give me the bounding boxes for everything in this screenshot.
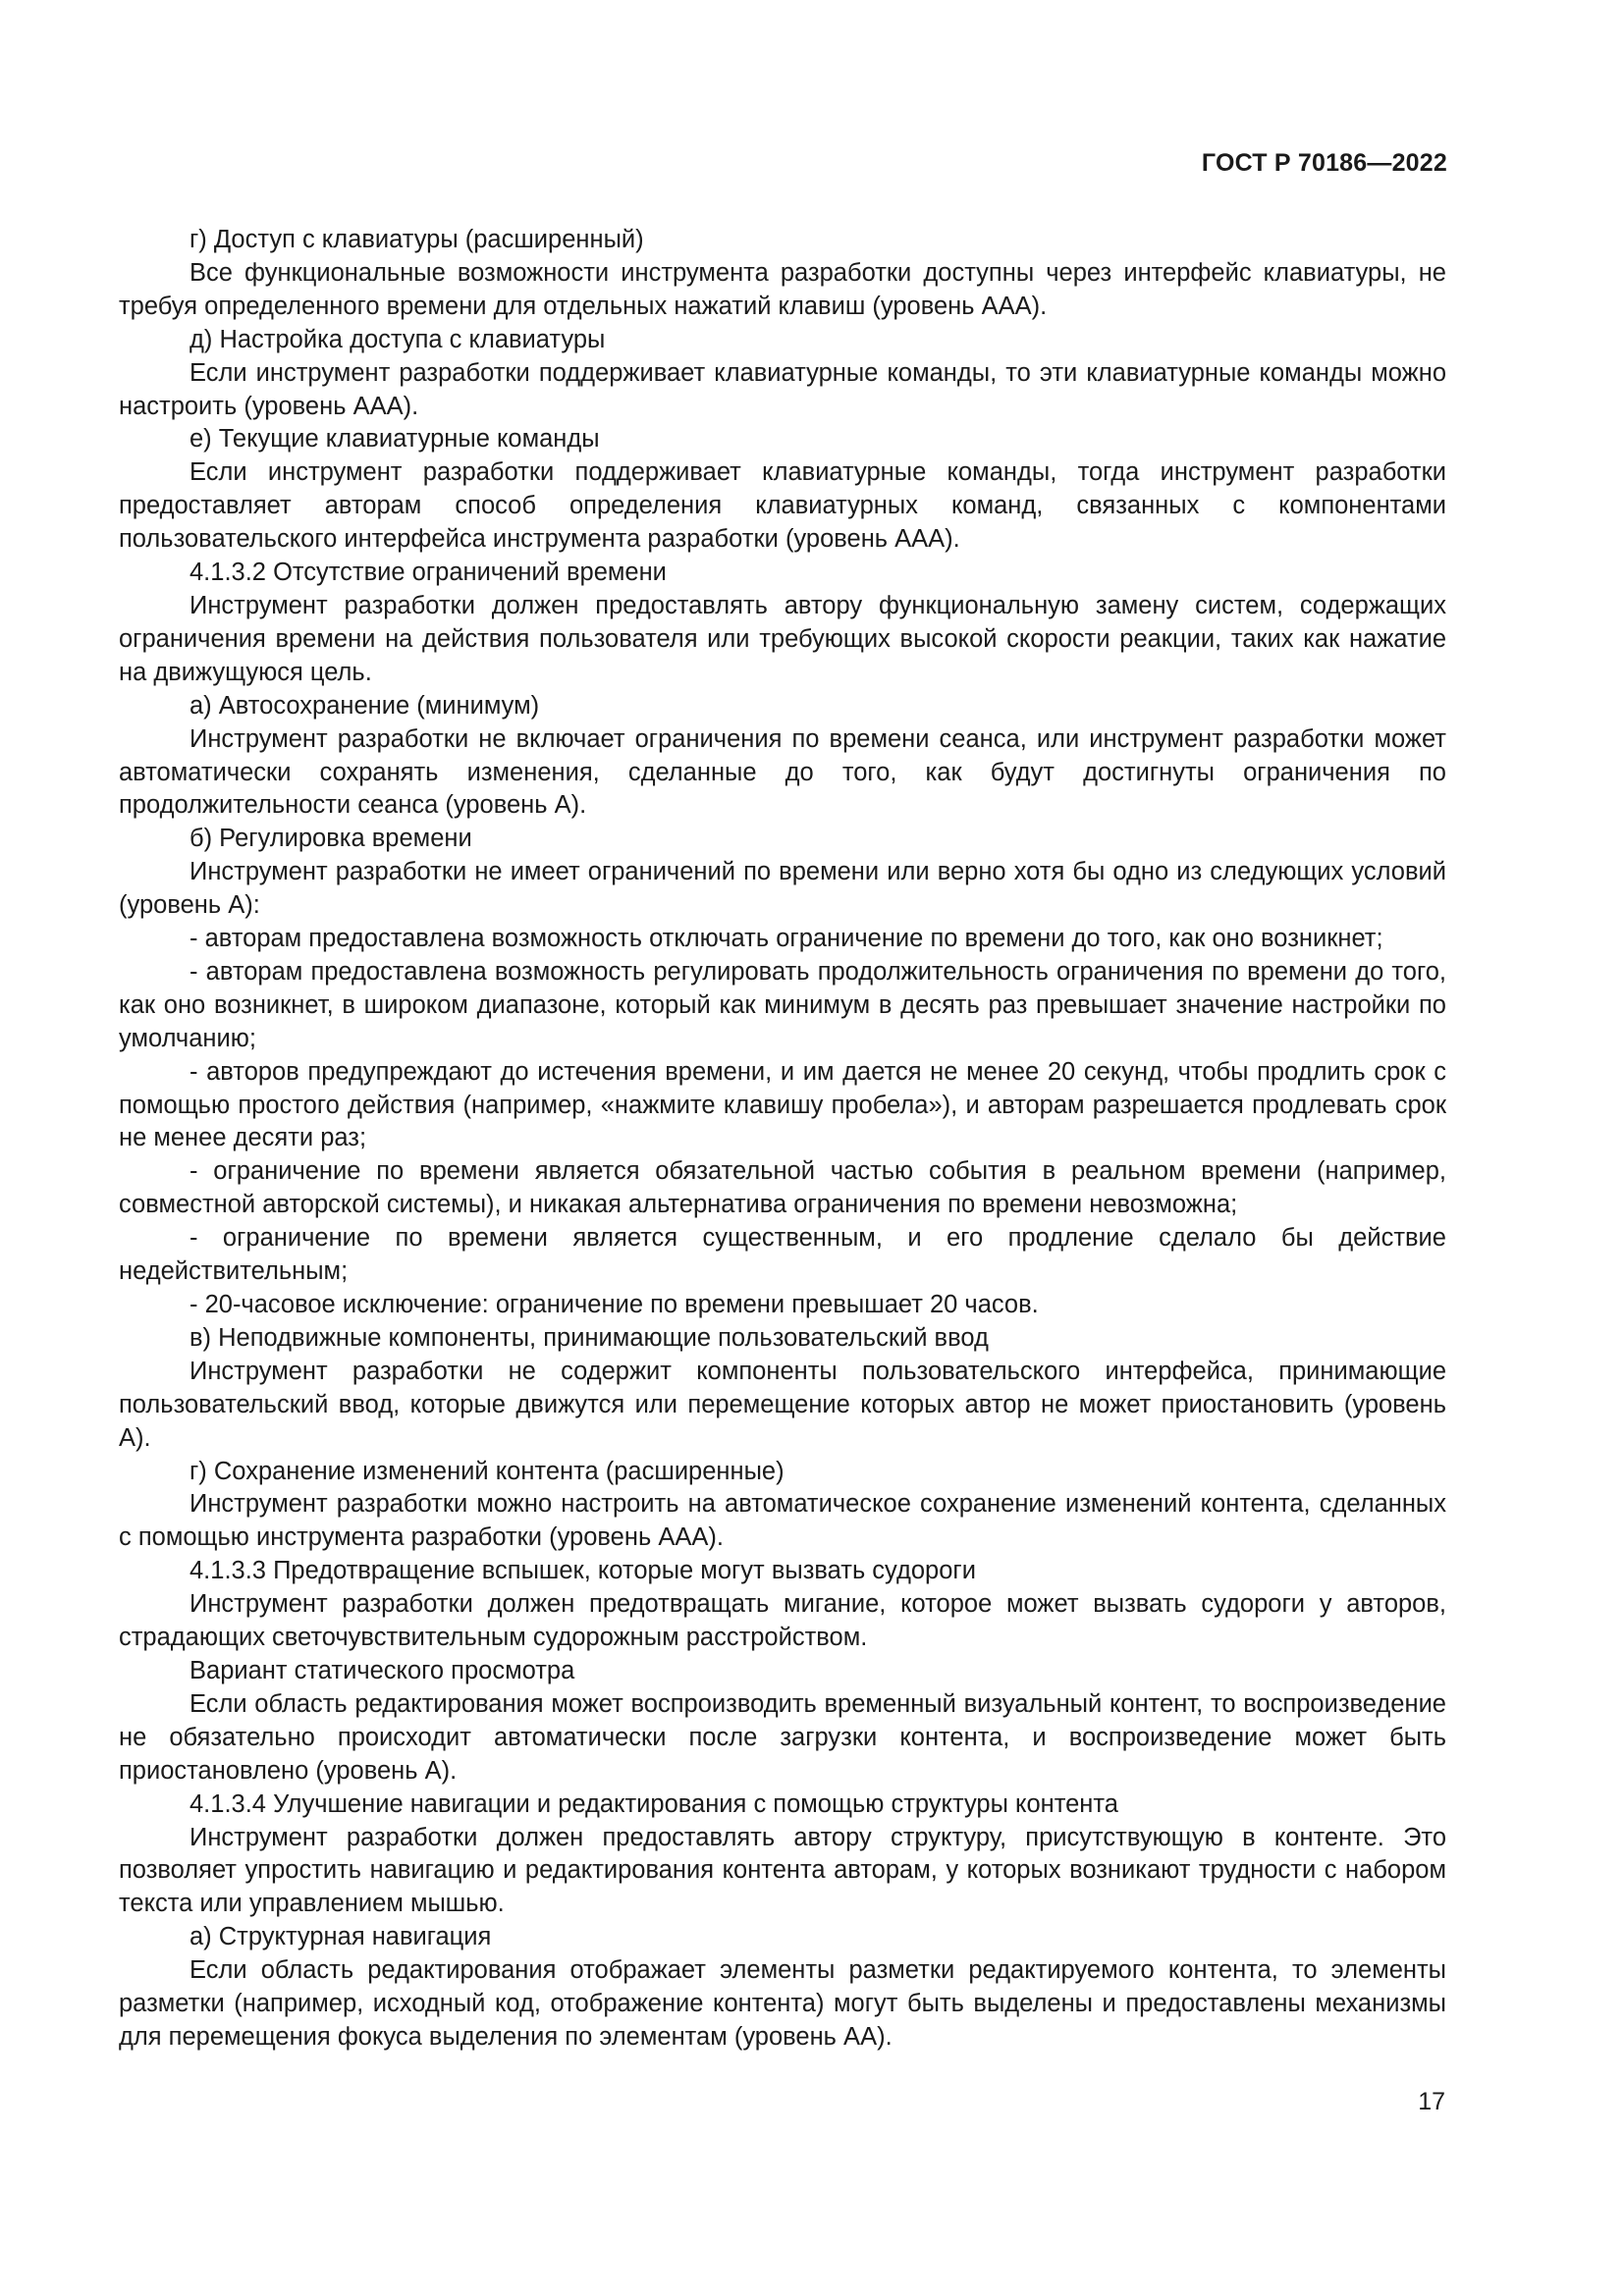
list-item: - авторам предоставлена возможность регулировать продолжительность ограничения по времени до того, как оно возникнет, в широком диапазоне, который как минимум в десять раз превышает значение настройки по умолчанию; — [119, 957, 1446, 1052]
list-item: - ограничение по времени является обязательной частью события в реальном времени (например, совместной авторской системы), и никакая альтернатива ограничения по времени невозможна; — [119, 1157, 1446, 1219]
item-a2-heading: а) Структурная навигация — [189, 1923, 492, 1951]
item-v-heading: в) Неподвижные компоненты, принимающие пользовательский ввод — [189, 1323, 989, 1352]
list-item: - ограничение по времени является существенным, и его продление сделало бы действие недействительным; — [119, 1224, 1446, 1286]
paragraph: Инструмент разработки должен предоставлять автору функциональную замену систем, содержащих ограничения времени на действия пользователя или требующих высокой скорости реакции, таких как нажатие на движущуюся цель. — [119, 591, 1446, 686]
paragraph: Если область редактирования может воспроизводить временный визуальный контент, то воспроизведение не обязательно происходит автоматически после загрузки контента, и воспроизведение может быть приостановлено (уровень А). — [119, 1689, 1446, 1785]
section-4-1-3-4-heading: 4.1.3.4 Улучшение навигации и редактирования с помощью структуры контента — [189, 1789, 1118, 1818]
subheading-static-view: Вариант статического просмотра — [189, 1656, 575, 1684]
paragraph: Если инструмент разработки поддерживает клавиатурные команды, тогда инструмент разработки предоставляет авторам способ определения клавиатурных команд, связанных с компонентами пользовательского интерфейса инструмента разработки (уровень ААА). — [119, 458, 1446, 554]
paragraph: Инструмент разработки не включает ограничения по времени сеанса, или инструмент разработки может автоматически сохранять изменения, сделанные до того, как будут достигнуты ограничения по продолжительности сеанса (уровень А). — [119, 724, 1446, 820]
list-item: - авторам предоставлена возможность отключать ограничение по времени до того, как оно возникнет; — [189, 925, 1383, 953]
paragraph: Инструмент разработки не содержит компоненты пользовательского интерфейса, принимающие пользовательский ввод, которые движутся или перемещение которых автор не может приостановить (уровень А). — [119, 1357, 1446, 1452]
paragraph: Инструмент разработки не имеет ограничений по времени или верно хотя бы одно из следующих условий (уровень А): — [119, 858, 1446, 920]
item-g2-heading: г) Сохранение изменений контента (расширенные) — [189, 1457, 785, 1485]
item-g-heading: г) Доступ с клавиатуры (расширенный) — [189, 226, 644, 253]
item-b-heading: б) Регулировка времени — [189, 825, 472, 853]
paragraph: Если область редактирования отображает элементы разметки редактируемого контента, то элементы разметки (например, исходный код, отображение контента) могут быть выделены и предоставлены механизмы для перемещения фокуса выделения по элементам (уровень АА). — [119, 1956, 1446, 2051]
paragraph: Инструмент разработки можно настроить на автоматическое сохранение изменений контента, сделанных с помощью инструмента разработки (уровень ААА). — [119, 1490, 1446, 1552]
item-e-heading: е) Текущие клавиатурные команды — [189, 425, 600, 454]
item-a-heading: а) Автосохранение (минимум) — [189, 691, 540, 720]
paragraph: Если инструмент разработки поддерживает клавиатурные команды, то эти клавиатурные команды можно настроить (уровень ААА). — [119, 358, 1446, 420]
paragraph: Инструмент разработки должен предотвращать мигание, которое может вызвать судороги у авторов, страдающих светочувствительным судорожным расстройством. — [119, 1590, 1446, 1652]
paragraph: Все функциональные возможности инструмента разработки доступны через интерфейс клавиатуры, не требуя определенного времени для отдельных нажатий клавиш (уровень ААА). — [119, 258, 1446, 320]
section-4-1-3-2-heading: 4.1.3.2 Отсутствие ограничений времени — [189, 559, 667, 587]
item-d-heading: д) Настройка доступа с клавиатуры — [189, 325, 606, 353]
list-item: - 20-часовое исключение: ограничение по времени превышает 20 часов. — [189, 1291, 1039, 1318]
document-body — [119, 224, 1446, 2055]
paragraph: Инструмент разработки должен предоставлять автору структуру, присутствующую в контенте. Это позволяет упростить навигацию и редактирования контента авторам, у которых возникают трудности с набором текста или управлением мышью. — [119, 1823, 1446, 1918]
page-number: 17 — [1418, 2088, 1445, 2115]
section-4-1-3-3-heading: 4.1.3.3 Предотвращение вспышек, которые могут вызвать судороги — [189, 1557, 976, 1585]
list-item: - авторов предупреждают до истечения времени, и им дается не менее 20 секунд, чтобы продлить срок с помощью простого действия (например, «нажмите клавишу пробела»), и авторам разрешается продлевать срок не менее десяти раз; — [119, 1057, 1446, 1152]
standard-code-header: ГОСТ Р 70186—2022 — [1201, 149, 1447, 177]
